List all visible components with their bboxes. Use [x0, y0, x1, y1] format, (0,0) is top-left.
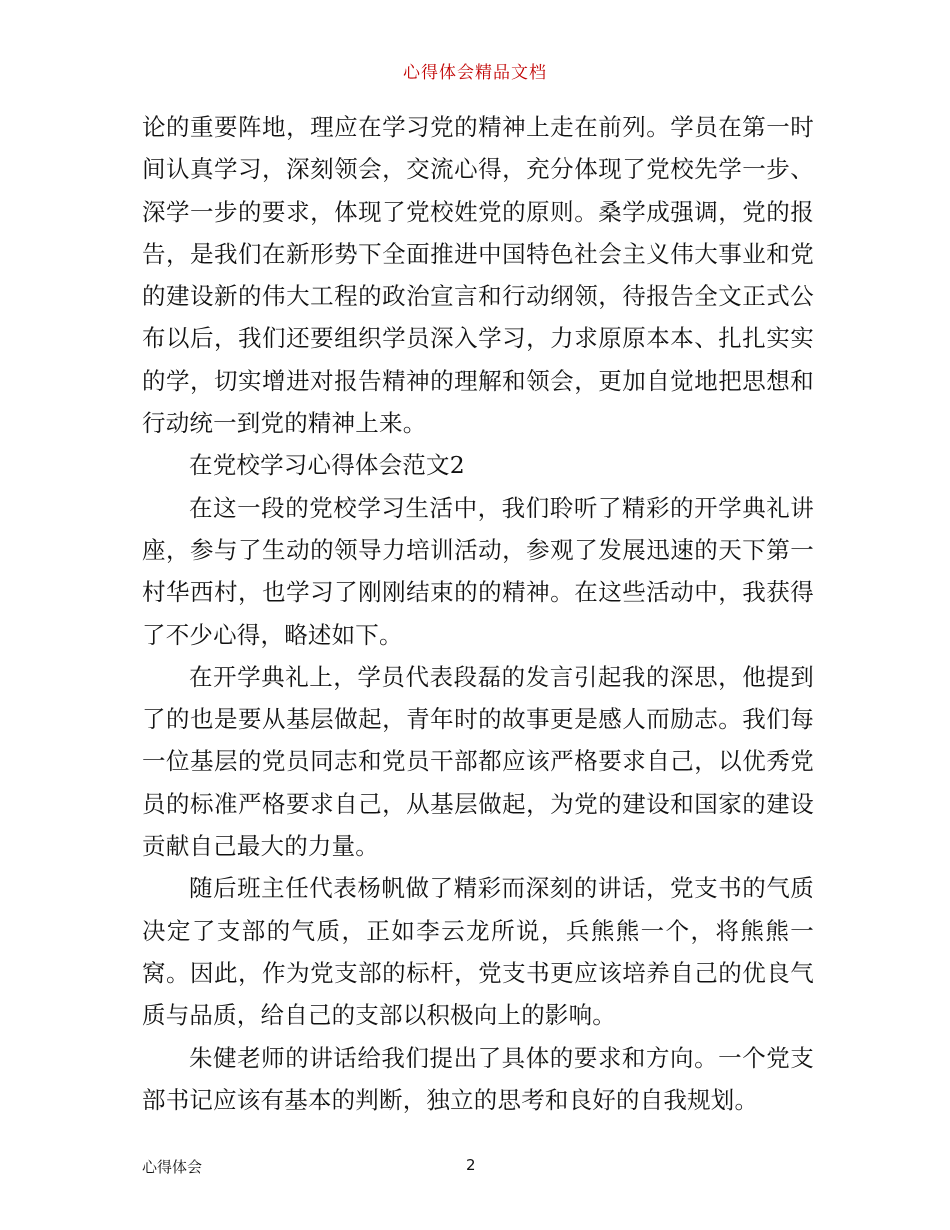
section-heading: 在党校学习心得体会范文2 [189, 451, 465, 480]
paragraph: 朱健老师的讲话给我们提出了具体的要求和方向。一个党支部书记应该有基本的判断，独立的思考和良好的自我规划。 [142, 1043, 814, 1114]
document-body [142, 106, 814, 1121]
footer-label: 心得体会 [142, 1158, 203, 1176]
paragraph-continued: 论的重要阵地，理应在学习党的精神上走在前列。学员在第一时间认真学习，深刻领会，交流心得，充分体现了党校先学一步、深学一步的要求，体现了党校姓党的原则。桑学成强调，党的报告，是我们在新形势下全面推进中国特色社会主义伟大事业和党的建设新的伟大工程的政治宣言和行动纲领，待报告全文正式公布以后，我们还要组织学员深入学习，力求原原本本、扎扎实实的学，切实增进对报告精神的理解和领会，更加自觉地把思想和行动统一到党的精神上来。 [142, 113, 814, 438]
paragraph: 在开学典礼上，学员代表段磊的发言引起我的深思，他提到了的也是要从基层做起，青年时的故事更是感人而励志。我们每一位基层的党员同志和党员干部都应该严格要求自己，以优秀党员的标准严格要求自己，从基层做起，为党的建设和国家的建设贡献自己最大的力量。 [142, 662, 814, 861]
paragraph: 随后班主任代表杨帆做了精彩而深刻的讲话，党支书的气质决定了支部的气质，正如李云龙所说，兵熊熊一个，将熊熊一窝。因此，作为党支部的标杆，党支书更应该培养自己的优良气质与品质，给自己的支部以积极向上的影响。 [142, 874, 814, 1030]
paragraph: 在这一段的党校学习生活中，我们聆听了精彩的开学典礼讲座，参与了生动的领导力培训活动，参观了发展迅速的天下第一村华西村，也学习了刚刚结束的的精神。在这些活动中，我获得了不少心得，略述如下。 [142, 493, 814, 649]
page-header-title: 心得体会精品文档 [403, 63, 547, 83]
page-number: 2 [466, 1156, 476, 1174]
